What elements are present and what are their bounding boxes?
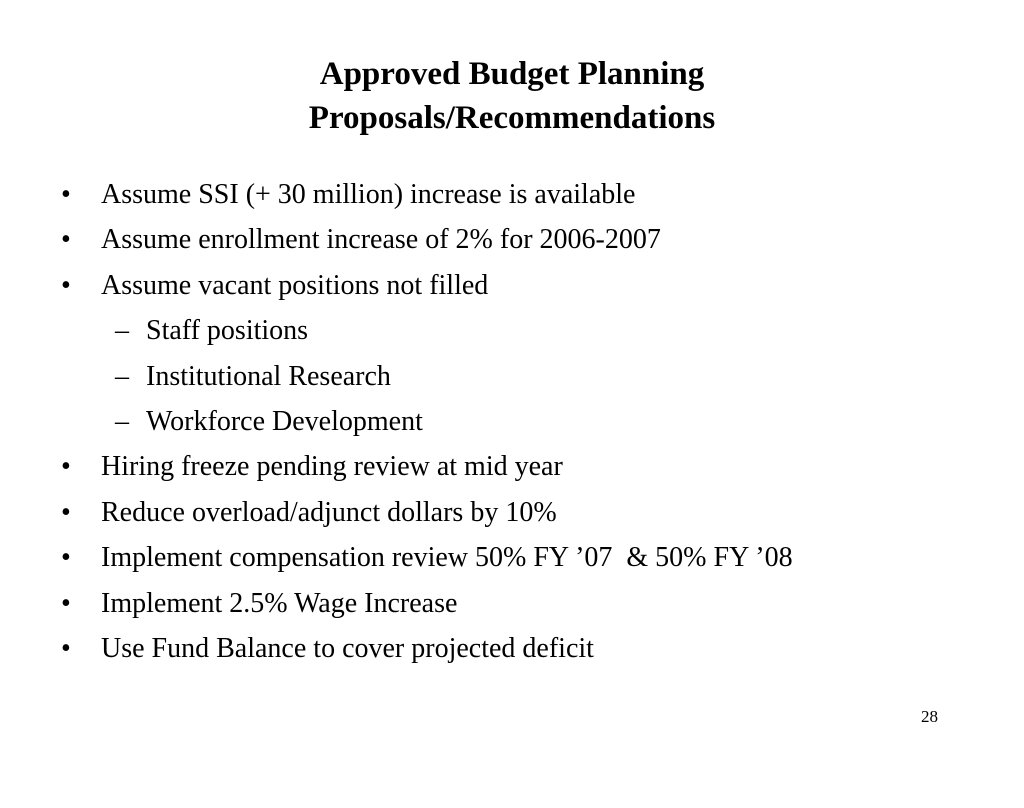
bullet-item-ssi-increase	[0, 172, 1024, 217]
slide-title	[0, 52, 1024, 140]
bullet-marker: •	[61, 542, 71, 574]
bullet-item-fund-balance	[0, 626, 1024, 671]
bullet-text: Assume vacant positions not filled	[101, 269, 489, 301]
bullet-text: Implement 2.5% Wage Increase	[101, 587, 458, 619]
bullet-list	[0, 172, 1024, 671]
sub-bullet-item-workforce-development	[0, 399, 1024, 444]
bullet-text: Assume enrollment increase of 2% for 2006-2007	[101, 224, 661, 256]
bullet-marker: •	[61, 587, 71, 619]
bullet-item-wage-increase	[0, 581, 1024, 626]
bullet-item-vacant-positions	[0, 263, 1024, 308]
bullet-item-compensation-review	[0, 535, 1024, 580]
bullet-text: Use Fund Balance to cover projected deficit	[101, 632, 594, 664]
sub-bullet-item-institutional-research	[0, 354, 1024, 399]
sub-bullet-item-staff-positions	[0, 308, 1024, 353]
bullet-marker: •	[61, 269, 71, 301]
bullet-marker: •	[61, 451, 71, 483]
bullet-marker: •	[61, 224, 71, 256]
sub-bullet-marker: –	[115, 405, 129, 437]
bullet-marker: •	[61, 496, 71, 528]
sub-bullet-text: Staff positions	[146, 315, 309, 347]
title-line-2: Proposals/Recommendations	[308, 100, 716, 136]
bullet-text: Reduce overload/adjunct dollars by 10%	[101, 496, 557, 528]
bullet-item-hiring-freeze	[0, 444, 1024, 489]
title-line-1: Approved Budget Planning	[319, 56, 705, 92]
bullet-marker: •	[61, 632, 71, 664]
page-number: 28	[921, 707, 938, 726]
sub-bullet-text: Workforce Development	[146, 405, 423, 437]
sub-bullet-marker: –	[115, 360, 129, 392]
bullet-item-reduce-overload	[0, 490, 1024, 535]
bullet-marker: •	[61, 179, 71, 210]
sub-bullet-marker: –	[115, 315, 129, 347]
bullet-item-enrollment-increase	[0, 217, 1024, 262]
bullet-text: Hiring freeze pending review at mid year	[101, 451, 563, 483]
bullet-text: Implement compensation review 50% FY ’07 & 50% FY ’08	[101, 542, 793, 574]
sub-bullet-text: Institutional Research	[146, 360, 391, 392]
bullet-text: Assume SSI (+ 30 million) increase is available	[101, 179, 636, 210]
